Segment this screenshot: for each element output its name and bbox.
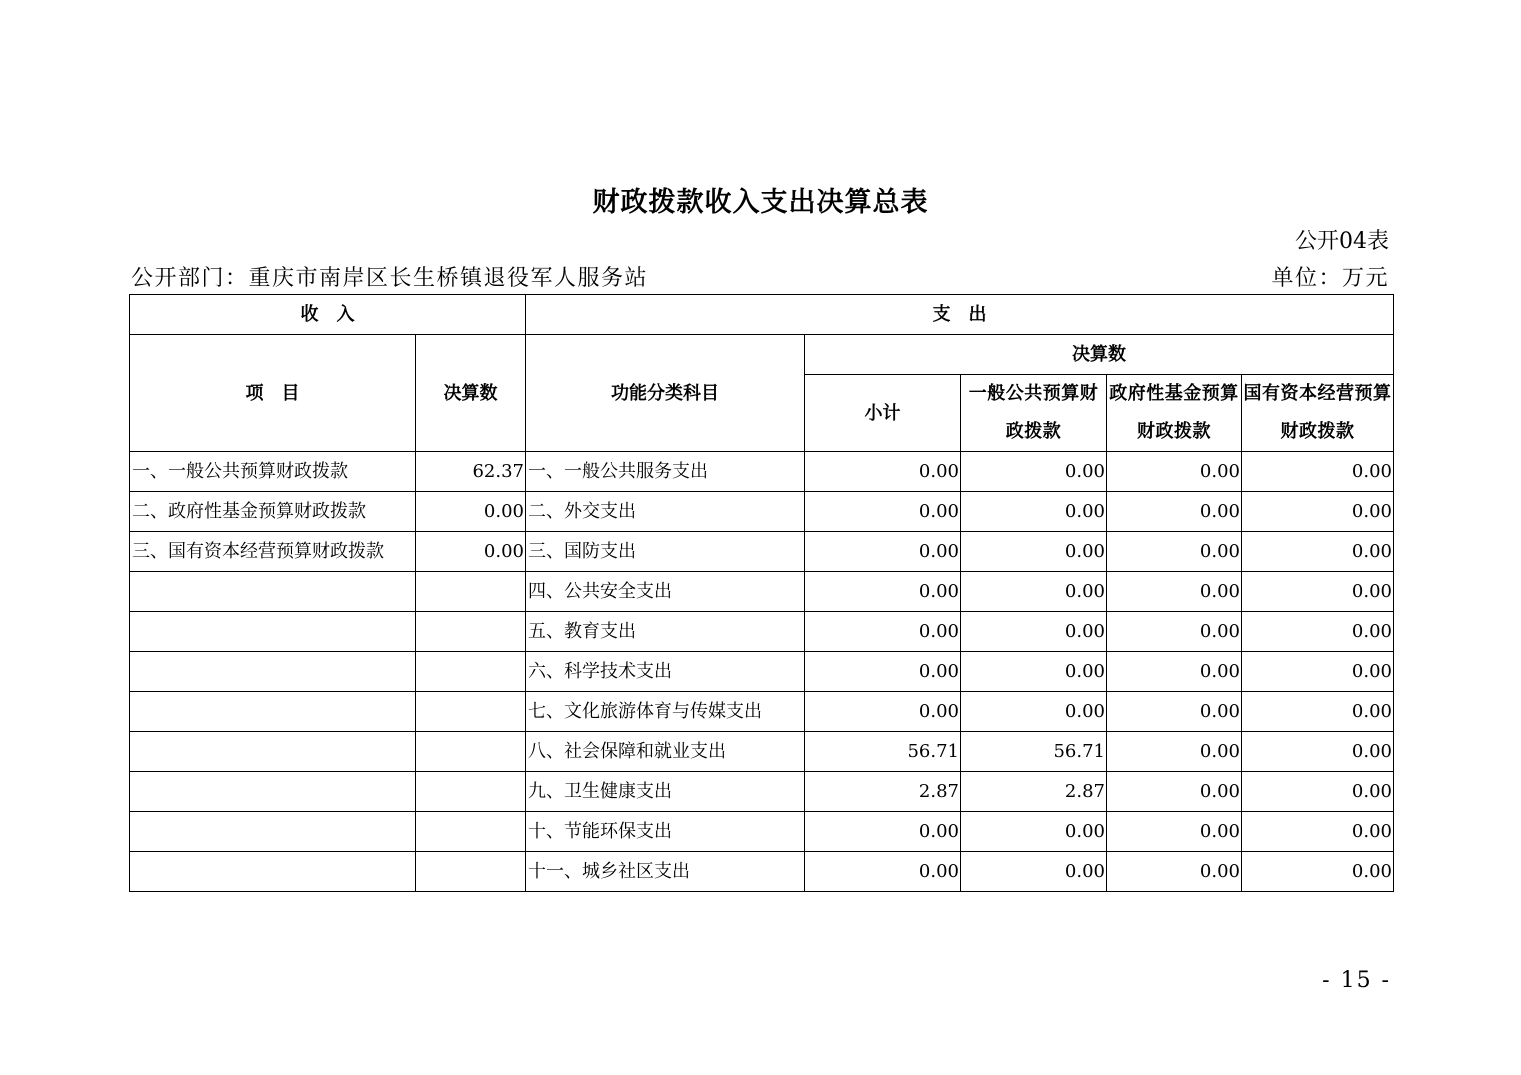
income-item-cell [130,772,416,812]
table-row [130,772,1394,812]
income-amount-cell [416,612,526,652]
state-capital-header: 国有资本经营预算财政拨款 [1242,375,1394,452]
subtotal-cell: 2.87 [805,772,961,812]
table-row [130,532,1394,572]
gov-fund-cell: 0.00 [1107,692,1242,732]
gov-fund-cell: 0.00 [1107,852,1242,892]
state-capital-cell: 0.00 [1242,492,1394,532]
income-amount-cell [416,732,526,772]
expense-item-cell: 三、国防支出 [526,532,805,572]
final-amount-header: 决算数 [805,335,1394,375]
general-budget-cell: 0.00 [961,692,1107,732]
table-row [130,812,1394,852]
table-row [130,612,1394,652]
general-budget-cell: 0.00 [961,492,1107,532]
table-row [130,452,1394,492]
budget-table [129,294,1394,892]
state-capital-cell: 0.00 [1242,772,1394,812]
table-row [130,852,1394,892]
general-budget-cell: 0.00 [961,572,1107,612]
income-amount-cell [416,572,526,612]
table-row [130,492,1394,532]
form-number: 公开04表 [1295,229,1389,254]
subtotal-cell: 0.00 [805,572,961,612]
gov-fund-cell: 0.00 [1107,812,1242,852]
general-budget-cell: 56.71 [961,732,1107,772]
income-item-cell [130,852,416,892]
subtotal-cell: 0.00 [805,812,961,852]
income-amount-cell: 62.37 [416,452,526,492]
general-budget-cell: 0.00 [961,612,1107,652]
income-item-cell [130,692,416,732]
subtotal-cell: 0.00 [805,532,961,572]
subtotal-cell: 0.00 [805,852,961,892]
income-item-cell: 一、一般公共预算财政拨款 [130,452,416,492]
general-budget-header: 一般公共预算财政拨款 [961,375,1107,452]
general-budget-cell: 0.00 [961,812,1107,852]
income-amount-cell [416,772,526,812]
table-row [130,572,1394,612]
table-row [130,652,1394,692]
general-budget-cell: 0.00 [961,852,1107,892]
state-capital-cell: 0.00 [1242,452,1394,492]
gov-fund-cell: 0.00 [1107,572,1242,612]
expense-item-cell: 十、节能环保支出 [526,812,805,852]
table-row [130,732,1394,772]
expense-item-cell: 七、文化旅游体育与传媒支出 [526,692,805,732]
state-capital-cell: 0.00 [1242,532,1394,572]
header-row-2 [130,335,1394,375]
state-capital-cell: 0.00 [1242,732,1394,772]
general-budget-cell: 2.87 [961,772,1107,812]
income-amount-cell [416,692,526,732]
expense-item-cell: 五、教育支出 [526,612,805,652]
income-item-cell: 二、政府性基金预算财政拨款 [130,492,416,532]
income-amount-cell [416,812,526,852]
gov-fund-cell: 0.00 [1107,612,1242,652]
header-row-1 [130,295,1394,335]
state-capital-cell: 0.00 [1242,692,1394,732]
gov-fund-cell: 0.00 [1107,652,1242,692]
income-item-cell: 三、国有资本经营预算财政拨款 [130,532,416,572]
subtotal-cell: 0.00 [805,452,961,492]
state-capital-cell: 0.00 [1242,612,1394,652]
expense-item-cell: 八、社会保障和就业支出 [526,732,805,772]
expense-item-cell: 六、科学技术支出 [526,652,805,692]
gov-fund-cell: 0.00 [1107,732,1242,772]
state-capital-cell: 0.00 [1242,812,1394,852]
income-amount-cell [416,852,526,892]
gov-fund-header: 政府性基金预算财政拨款 [1107,375,1242,452]
subtotal-cell: 0.00 [805,652,961,692]
income-amount-cell: 0.00 [416,532,526,572]
func-category-header: 功能分类科目 [526,335,805,452]
general-budget-cell: 0.00 [961,532,1107,572]
income-header: 收 入 [130,295,526,335]
state-capital-cell: 0.00 [1242,652,1394,692]
income-amount-cell: 0.00 [416,492,526,532]
expense-item-cell: 四、公共安全支出 [526,572,805,612]
income-item-cell [130,732,416,772]
expense-item-cell: 二、外交支出 [526,492,805,532]
department-label: 公开部门：重庆市南岸区长生桥镇退役军人服务站 [131,266,649,291]
subtotal-header: 小计 [805,375,961,452]
income-amount-cell [416,652,526,692]
subtotal-cell: 0.00 [805,492,961,532]
unit-label: 单位：万元 [1271,266,1389,291]
general-budget-cell: 0.00 [961,452,1107,492]
income-item-cell [130,652,416,692]
state-capital-cell: 0.00 [1242,852,1394,892]
table-row [130,692,1394,732]
gov-fund-cell: 0.00 [1107,772,1242,812]
expense-header: 支 出 [526,295,1394,335]
page-title: 财政拨款收入支出决算总表 [592,187,929,218]
state-capital-cell: 0.00 [1242,572,1394,612]
item-header: 项 目 [130,335,416,452]
gov-fund-cell: 0.00 [1107,492,1242,532]
gov-fund-cell: 0.00 [1107,452,1242,492]
income-item-cell [130,572,416,612]
subtotal-cell: 56.71 [805,732,961,772]
income-item-cell [130,612,416,652]
page-number: - 15 - [1322,968,1391,993]
subtotal-cell: 0.00 [805,692,961,732]
expense-item-cell: 十一、城乡社区支出 [526,852,805,892]
income-item-cell [130,812,416,852]
amount-header: 决算数 [416,335,526,452]
gov-fund-cell: 0.00 [1107,532,1242,572]
expense-item-cell: 一、一般公共服务支出 [526,452,805,492]
subtotal-cell: 0.00 [805,612,961,652]
expense-item-cell: 九、卫生健康支出 [526,772,805,812]
general-budget-cell: 0.00 [961,652,1107,692]
